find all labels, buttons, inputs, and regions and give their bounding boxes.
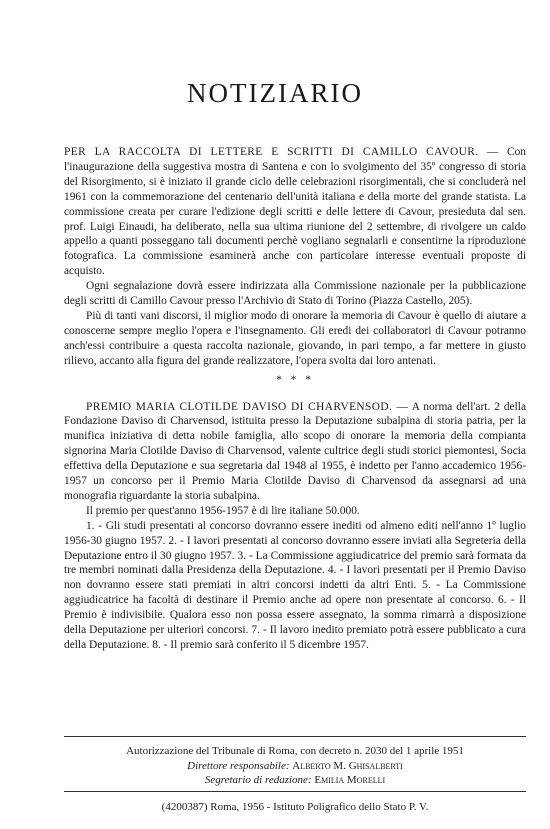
article-body	[64, 145, 526, 653]
footer-divider-bottom	[64, 791, 526, 792]
section1-paragraph1-text: Con l'inaugurazione della suggestiva mostra di Santena e con lo svolgimento del 35º congresso di storia del Risorgimento, si è iniziato il grande ciclo delle celebrazioni risorgimentali, che si concluderà nel 1961 con la commemorazione del centenario dell'unità italiana e della morte del grande statista. La commissione creata per curare l'edizione degli scritti e delle lettere di Cavour, presieduta dal sen. prof. Luigi Einaudi, ha deliberato, nella sua ultima riunione del 2 settembre, di rivolgere un caldo appello a quanti posseggano tali documenti perchè vogliano segnalarli e consentirne la riproduzione fotografica. La commissione esaminerà anche con particolare interesse eventuali proposte di acquisto.	[64, 146, 526, 278]
section2-paragraph2: Il premio per quest'anno 1956-1957 è di lire italiane 50.000.	[86, 504, 360, 517]
printer-imprint: (4200387) Roma, 1956 - Istituto Poligrafico dello Stato P. V.	[161, 801, 429, 813]
footer-divider-top	[64, 736, 526, 737]
section2-paragraph1	[64, 400, 526, 504]
section1-paragraph2: Ogni segnalazione dovrà essere indirizzata alla Commissione nazionale per la pubblicazione degli scritti di Camillo Cavour presso l'Archivio di Stato di Torino (Piazza Castello, 205).	[64, 280, 526, 308]
secretary-line	[64, 773, 526, 788]
section-separator: * * *	[276, 373, 314, 386]
director-name: Alberto M. Ghisalberti	[292, 759, 403, 772]
secretary-name: Emilia Morelli	[314, 774, 386, 786]
section1-heading: PER LA RACCOLTA DI LETTERE E SCRITTI DI CAMILLO CAVOUR. —	[64, 146, 499, 158]
section1-paragraph3: Più di tanti vani discorsi, il miglior modo di onorare la memoria di Cavour è quello di aiutare a conoscerne sempre meglio l'opera e l'insegnamento. Gli eredi dei collaboratori di Cavour potranno anch'essi contribuire a questa raccolta nazionale, giovando, in pari tempo, a far mettere in giusto rilievo, accanto alla figura del grande realizzatore, l'opera svolta dai loro antenati.	[64, 309, 526, 367]
section1-paragraph1	[64, 145, 526, 279]
director-label: Direttore responsabile:	[187, 759, 290, 772]
secretary-label: Segretario di redazione:	[204, 774, 312, 786]
section2-heading: PREMIO MARIA CLOTILDE DAVISO DI CHARVENSOD. —	[86, 400, 409, 413]
section2-paragraph3: 1. - Gli studi presentati al concorso dovranno essere inediti od almeno editi nell'anno 1º luglio 1956-30 giugno 1957. 2. - I lavori presentati al concorso dovranno essere inviati alla Segreteria della Deputazione entro il 30 giugno 1957. 3. - La Commissione aggiudicatrice del premio sarà formata da tre membri nominati dalla Presidenza della Deputazione. 4. - I lavori presentati per il Premio Daviso non dovranno essere stati premiati in altri concorsi indetti da altri Enti. 5. - La Commissione aggiudicatrice ha facoltà di destinare il Premio anche ad opere non presentate al concorso. 6. - Il Premio è indivisibile. Qualora esso non possa essere assegnato, la somma rimarrà a disposizione della Deputazione per ulteriori concorsi. 7. - Il lavoro inedito premiato potrà essere pubblicato a cura della Deputazione. 8. - Il premio sarà conferito il 5 dicembre 1957.	[64, 519, 526, 651]
director-line	[64, 759, 526, 774]
section2-paragraph1-text: A norma dell'art. 2 della Fondazione Daviso di Charvensod, istituita presso la Deputazione subalpina di storia patria, per la munifica iniziativa di detta nobile famiglia, allo scopo di onorare la memoria della compianta signorina Maria Clotilde Daviso di Charvensod, valente cultrice degli studi storici piemontesi, Socia effettiva della Deputazione e sua segretaria dal 1948 al 1955, è indetto per l'anno accademico 1956-1957 un concorso per il Premio Maria Clotilde Daviso di Charvensod da assegnarsi ad una monografia riguardante la storia subalpina.	[64, 400, 526, 502]
page-title: NOTIZIARIO	[187, 78, 363, 108]
footer-credits	[64, 744, 526, 788]
authorization-line: Autorizzazione del Tribunale di Roma, con decreto n. 2030 del 1 aprile 1951	[126, 745, 464, 757]
